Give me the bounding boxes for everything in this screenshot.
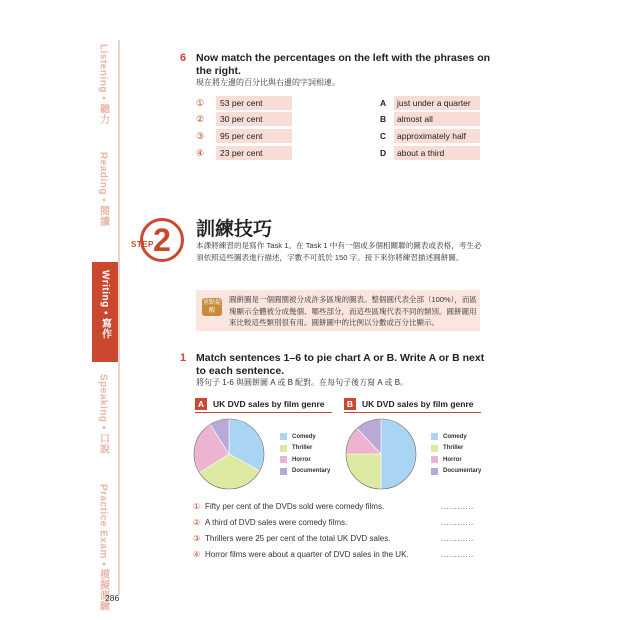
- legend-item: [280, 431, 330, 443]
- tip-badge: 重點提醒: [202, 300, 221, 314]
- phrase-text: almost all: [394, 112, 480, 126]
- phrase-item: [380, 96, 480, 110]
- section-description: 本課將練習的是寫作 Task 1。在 Task 1 中有一個或多個相關聯的圖表或表格，考生必須依照這些圖表進行描述，字數不可低於 150 字。接下來你將練習描述圓餅圖。: [196, 241, 482, 262]
- side-tab-writing[interactable]: [92, 262, 118, 362]
- side-tab-label: Listening • 聽力: [97, 44, 109, 125]
- legend-item: [280, 454, 330, 466]
- side-tab-reading[interactable]: [88, 152, 118, 227]
- phrase-text: approximately half: [394, 129, 480, 143]
- legend-swatch: [431, 433, 438, 440]
- legend-swatch: [431, 445, 438, 452]
- percentage-text: 95 per cent: [216, 129, 292, 143]
- side-divider: [118, 40, 120, 595]
- legend-item: [431, 431, 481, 443]
- question-title: Now match the percentages on the left with the phrases on the right.: [196, 52, 491, 77]
- legend-label: Comedy: [443, 433, 467, 440]
- section-title: 訓練技巧: [196, 219, 273, 240]
- item-number: ④: [193, 550, 201, 559]
- chart-title: UK DVD sales by film genre: [362, 399, 474, 409]
- step-label: STEP: [131, 240, 154, 249]
- item-number: ①: [196, 97, 205, 108]
- tip-text: 圓餅圖是一個圓圈被分成許多區塊的圖表。整個圓代表全部（100%），而區塊顯示全體被分成幾個、哪些部分，而這些區塊代表不同的類別。圓餅圖用來比較這些類別很有用。圓餅圖中的比例以分數或百分比顯示。: [229, 295, 477, 327]
- legend-item: [431, 466, 481, 478]
- legend-swatch: [280, 445, 287, 452]
- legend-label: Comedy: [292, 433, 316, 440]
- pie-slice-thriller: [346, 454, 381, 489]
- percentage-item: [196, 146, 292, 160]
- phrase-item: [380, 146, 480, 160]
- phrase-text: just under a quarter: [394, 96, 480, 110]
- phrase-text: about a third: [394, 146, 480, 160]
- legend-item: [431, 454, 481, 466]
- statement-text: Thrillers were 25 per cent of the total UK DVD sales.: [205, 534, 391, 543]
- item-number: ③: [193, 534, 201, 543]
- legend-swatch: [280, 468, 287, 475]
- chart-b-legend: [431, 431, 481, 477]
- legend-label: Thriller: [292, 445, 313, 452]
- legend-swatch: [280, 456, 287, 463]
- answer-blank[interactable]: ............: [441, 518, 474, 527]
- pie-slice-comedy: [381, 419, 416, 489]
- step-number: 2: [153, 222, 171, 258]
- question-number: 6: [180, 52, 187, 64]
- legend-item: [280, 443, 330, 455]
- step-badge: [140, 218, 184, 262]
- item-number: ①: [193, 502, 201, 511]
- legend-swatch: [431, 468, 438, 475]
- answer-blank[interactable]: ............: [441, 550, 474, 559]
- statement-text: Fifty per cent of the DVDs sold were comedy films.: [205, 502, 385, 511]
- question-subtitle: 現在將左邊的百分比與右邊的字詞相連。: [196, 78, 340, 87]
- legend-label: Thriller: [443, 445, 464, 452]
- phrase-item: [380, 129, 480, 143]
- statement-text: A third of DVD sales were comedy films.: [205, 518, 348, 527]
- chart-label: A: [195, 398, 207, 410]
- side-tab-label: Writing • 寫作: [99, 270, 111, 340]
- item-number: ④: [196, 147, 205, 158]
- chart-label: B: [344, 398, 356, 410]
- percentage-text: 30 per cent: [216, 112, 292, 126]
- statement-item: [193, 518, 347, 527]
- pie-chart-b: [344, 417, 418, 491]
- pie-chart-a: [192, 417, 266, 491]
- question-subtitle: 將句子 1-6 與圓餅圖 A 或 B 配對。在每句子後方寫 A 或 B。: [196, 378, 409, 387]
- legend-label: Horror: [292, 456, 311, 463]
- page-number: 286: [105, 593, 120, 603]
- chart-a-header: [195, 398, 324, 410]
- chart-divider: [195, 412, 332, 413]
- item-number: ③: [196, 130, 205, 141]
- chart-a-legend: [280, 431, 330, 477]
- question-number: 1: [180, 352, 187, 364]
- item-number: ②: [193, 518, 201, 527]
- percentage-text: 23 per cent: [216, 146, 292, 160]
- side-tab-speaking[interactable]: [88, 374, 118, 455]
- phrase-item: [380, 112, 480, 126]
- legend-label: Horror: [443, 456, 462, 463]
- item-number: ②: [196, 113, 205, 124]
- side-tab-label: Reading • 閱讀: [97, 152, 109, 227]
- legend-item: [280, 466, 330, 478]
- item-letter: A: [380, 98, 387, 108]
- side-tab-label: Speaking • 口說: [97, 374, 109, 455]
- statement-text: Horror films were about a quarter of DVD sales in the UK.: [205, 550, 409, 559]
- item-letter: C: [380, 131, 387, 141]
- legend-label: Documentary: [292, 468, 331, 475]
- legend-swatch: [280, 433, 287, 440]
- percentage-item: [196, 96, 292, 110]
- question-title: Match sentences 1–6 to pie chart A or B. Write A or B next to each sentence.: [196, 352, 485, 377]
- legend-item: [431, 443, 481, 455]
- statement-item: [193, 502, 384, 511]
- legend-label: Documentary: [443, 468, 482, 475]
- legend-swatch: [431, 456, 438, 463]
- percentage-item: [196, 129, 292, 143]
- percentage-text: 53 per cent: [216, 96, 292, 110]
- percentage-item: [196, 112, 292, 126]
- answer-blank[interactable]: ............: [441, 502, 474, 511]
- chart-divider: [344, 412, 481, 413]
- answer-blank[interactable]: ............: [441, 534, 474, 543]
- chart-title: UK DVD sales by film genre: [213, 399, 325, 409]
- chart-b-header: [344, 398, 473, 410]
- item-letter: B: [380, 114, 387, 124]
- item-letter: D: [380, 148, 387, 158]
- side-tab-listening[interactable]: [88, 44, 118, 125]
- side-tab-label: Practice Exam • 模擬測驗: [97, 484, 109, 612]
- statement-item: [193, 534, 390, 543]
- statement-item: [193, 550, 409, 559]
